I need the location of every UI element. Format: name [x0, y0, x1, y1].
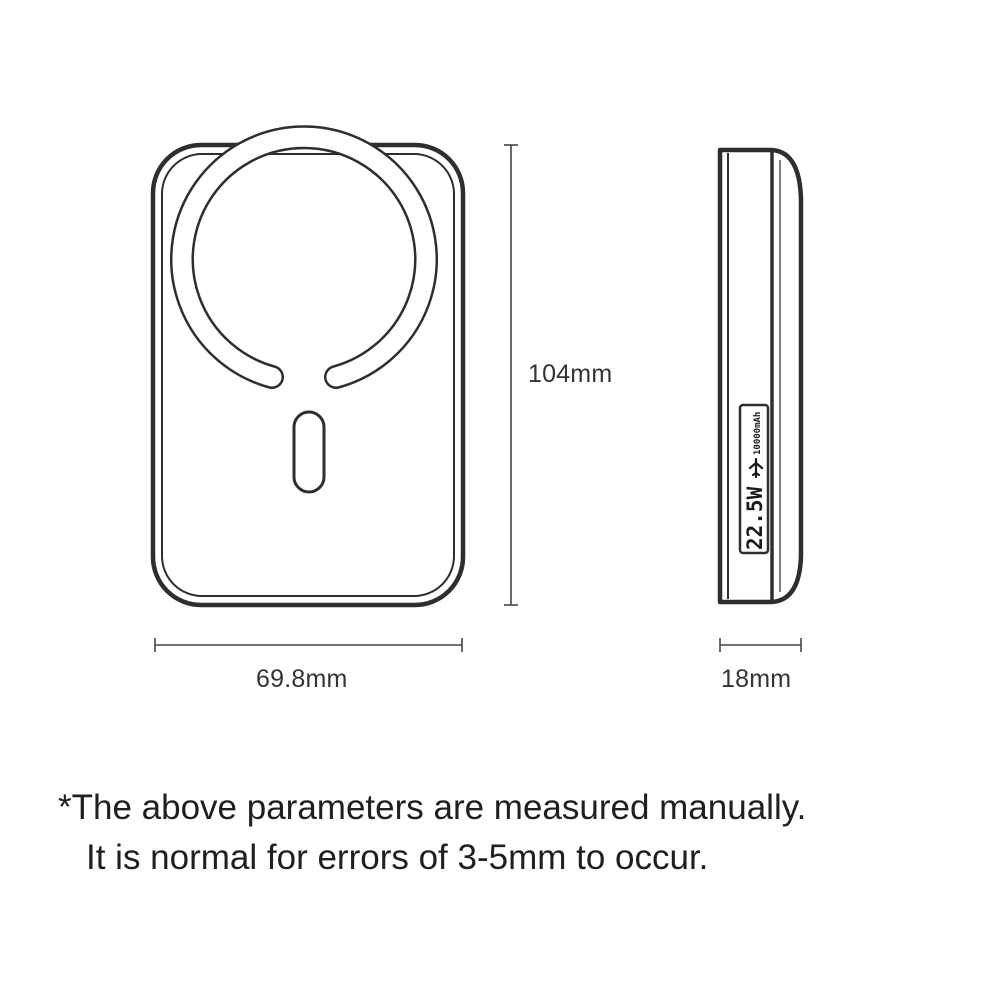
measurement-footnote: [58, 783, 806, 883]
footnote-line-2: It is normal for errors of 3-5mm to occur.: [86, 838, 709, 877]
width-dimension-line: [155, 638, 462, 652]
plane-icon: [750, 459, 762, 477]
magnetic-ring-icon: [182, 137, 426, 377]
width-dimension-label: 69.8mm: [256, 665, 348, 693]
front-view: [153, 137, 463, 605]
display-capacity-text: 10000mAh: [753, 411, 763, 455]
height-dimension-label: 104mm: [528, 360, 613, 388]
indicator-light-icon: [294, 412, 324, 492]
footnote-line-1: *The above parameters are measured manually.: [58, 788, 807, 827]
side-view: [720, 150, 801, 602]
display-power-text: 22.5W: [743, 486, 767, 550]
height-dimension-line: [504, 145, 518, 605]
depth-dimension-label: 18mm: [721, 665, 792, 693]
depth-dimension-line: [720, 638, 801, 652]
